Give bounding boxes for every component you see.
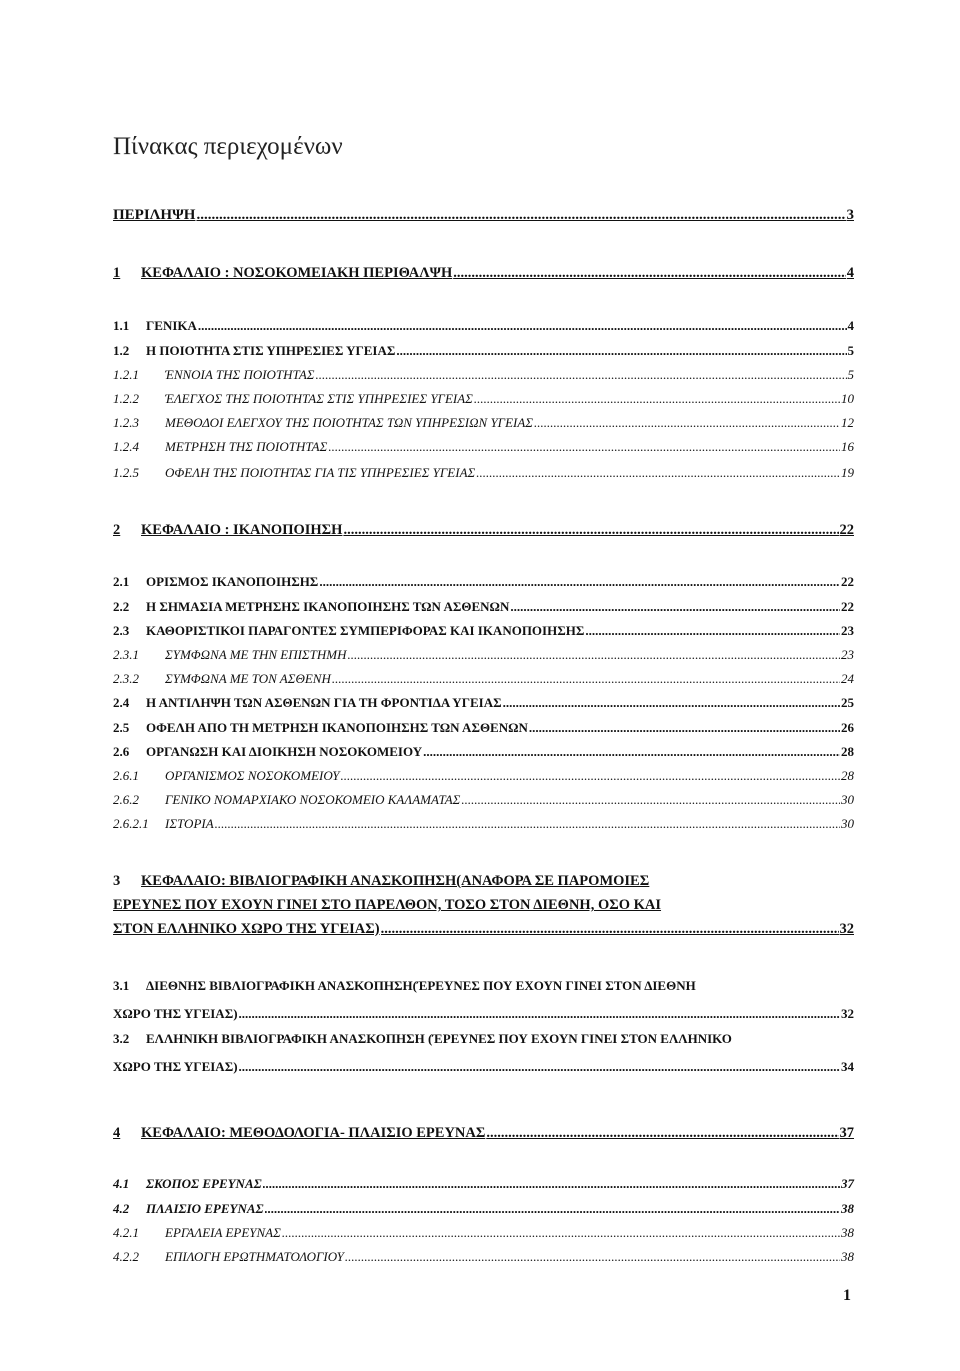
- toc-entry-label: ΜΕΘΟΔΟΙ ΕΛΕΓΧΟΥ ΤΗΣ ΠΟΙΟΤΗΤΑΣ ΤΩΝ ΥΠΗΡΕΣΙΩΝ ΥΓΕΙΑΣ: [165, 415, 534, 430]
- dot-leader: [196, 207, 845, 224]
- toc-entry-page: 19: [841, 465, 854, 480]
- dot-leader: [396, 343, 846, 359]
- dot-leader: [381, 917, 839, 941]
- toc-entry-label: ΓΕΝΙΚΟ ΝΟΜΑΡΧΙΑΚΟ ΝΟΣΟΚΟΜΕΙΟ ΚΑΛΑΜΑΤΑΣ: [165, 792, 461, 807]
- toc-entry-4-2[interactable]: [113, 1201, 854, 1217]
- toc-entry-number: 4.2: [113, 1201, 130, 1216]
- toc-entry-label: ΟΦΕΛΗ ΑΠΟ ΤΗ ΜΕΤΡΗΣΗ ΙΚΑΝΟΠΟΙΗΣΗΣ ΤΩΝ ΑΣΘΕΝΩΝ: [146, 720, 528, 735]
- dot-leader: [453, 265, 845, 282]
- toc-entry-1-2-2[interactable]: [113, 391, 854, 407]
- dot-leader: [348, 647, 841, 663]
- toc-entry-1-2-3[interactable]: [113, 415, 854, 431]
- toc-entry-2-3[interactable]: [113, 623, 854, 639]
- dot-leader: [328, 439, 840, 455]
- toc-entry-page: 38: [841, 1225, 854, 1240]
- toc-entry-label-line-2: ΧΩΡΟ ΤΗΣ ΥΓΕΙΑΣ): [113, 1006, 238, 1021]
- toc-entry-label: ΙΣΤΟΡΙΑ: [165, 816, 214, 831]
- toc-entry-number: 3.2: [113, 1031, 130, 1046]
- toc-entry-4-2-2[interactable]: [113, 1249, 854, 1265]
- toc-entry-label: ΕΡΓΑΛΕΙΑ ΕΡΕΥΝΑΣ: [165, 1225, 281, 1240]
- toc-entry-2-6[interactable]: [113, 744, 854, 760]
- toc-entry-number: 2.2: [113, 599, 130, 614]
- toc-entry-label: Η ΑΝΤΙΛΗΨΗ ΤΩΝ ΑΣΘΕΝΩΝ ΓΙΑ ΤΗ ΦΡΟΝΤΙΔΑ ΥΓΕΙΑΣ: [146, 695, 502, 710]
- toc-entry-page: 38: [841, 1249, 854, 1264]
- toc-entry-chapter-2[interactable]: [113, 522, 854, 539]
- toc-entry-page: 22: [841, 574, 854, 589]
- dot-leader: [486, 1125, 838, 1142]
- toc-entry-3-2[interactable]: [113, 1025, 854, 1081]
- toc-entry-page: 22: [841, 599, 854, 614]
- dot-leader: [534, 415, 840, 431]
- toc-entry-2-5[interactable]: [113, 720, 854, 736]
- dot-leader: [343, 522, 838, 539]
- page-number: 1: [843, 1287, 851, 1304]
- toc-entry-label: ΈΝΝΟΙΑ ΤΗΣ ΠΟΙΟΤΗΤΑΣ: [165, 367, 315, 382]
- dot-leader: [319, 574, 840, 590]
- toc-entry-number: 1.2.3: [113, 415, 139, 430]
- toc-entry-label: ΟΡΓΑΝΩΣΗ ΚΑΙ ΔΙΟΙΚΗΣΗ ΝΟΣΟΚΟΜΕΙΟΥ: [146, 744, 423, 759]
- toc-entry-label: ΚΕΦΑΛΑΙΟ : ΝΟΣΟΚΟΜΕΙΑΚΗ ΠΕΡΙΘΑΛΨΗ: [141, 265, 453, 281]
- toc-entry-label: ΠΛΑΙΣΙΟ ΕΡΕΥΝΑΣ: [146, 1201, 264, 1216]
- toc-entry-label: ΚΕΦΑΛΑΙΟ : ΙΚΑΝΟΠΟΙΗΣΗ: [141, 522, 343, 538]
- dot-leader: [529, 720, 840, 736]
- toc-entry-page: 4: [846, 265, 854, 281]
- toc-entry-1-2[interactable]: [113, 343, 854, 359]
- toc-entry-2-3-1[interactable]: [113, 647, 854, 663]
- toc-entry-page: 3: [846, 207, 854, 223]
- toc-entry-chapter-4[interactable]: [113, 1125, 854, 1142]
- toc-entry-2-6-2[interactable]: [113, 792, 854, 808]
- toc-entry-chapter-1[interactable]: [113, 265, 854, 282]
- toc-entry-label-line-3: ΣΤΟΝ ΕΛΛΗΝΙΚΟ ΧΩΡΟ ΤΗΣ ΥΓΕΙΑΣ): [113, 921, 380, 937]
- toc-entry-number: 3.1: [113, 978, 130, 993]
- toc-entry-label: ΟΡΓΑΝΙΣΜΟΣ ΝΟΣΟΚΟΜΕΙΟΥ: [165, 768, 340, 783]
- toc-entry-number: 1.2: [113, 343, 130, 358]
- toc-entry-number: 2.6.2.1: [113, 816, 149, 831]
- dot-leader: [282, 1225, 840, 1241]
- toc-entry-label: ΕΠΙΛΟΓΗ ΕΡΩΤΗΜΑΤΟΛΟΓΙΟΥ: [165, 1249, 344, 1264]
- dot-leader: [461, 792, 840, 808]
- toc-entry-number: 2.3.2: [113, 671, 139, 686]
- toc-entry-number: 2.6: [113, 744, 130, 759]
- dot-leader: [215, 816, 840, 832]
- toc-entry-page: 23: [841, 623, 854, 638]
- dot-leader: [585, 623, 840, 639]
- toc-entry-number: 2.6.2: [113, 792, 139, 807]
- toc-entry-1-2-1[interactable]: [113, 367, 854, 383]
- toc-entry-page: 25: [841, 695, 854, 710]
- toc-entry-2-6-2-1[interactable]: [113, 816, 854, 832]
- toc-entry-page: 30: [841, 792, 854, 807]
- toc-entry-label: ΈΛΕΓΧΟΣ ΤΗΣ ΠΟΙΟΤΗΤΑΣ ΣΤΙΣ ΥΠΗΡΕΣΙΕΣ ΥΓΕΙΑΣ: [165, 391, 473, 406]
- toc-entry-label: Η ΠΟΙΟΤΗΤΑ ΣΤΙΣ ΥΠΗΡΕΣΙΕΣ ΥΓΕΙΑΣ: [146, 343, 396, 358]
- toc-entry-page: 37: [841, 1176, 854, 1191]
- toc-entry-number: 1: [113, 265, 121, 281]
- toc-entry-label: ΣΥΜΦΩΝΑ ΜΕ ΤΗΝ ΕΠΙΣΤΗΜΗ: [165, 647, 347, 662]
- toc-entry-4-2-1[interactable]: [113, 1225, 854, 1241]
- toc-entry-page: 5: [847, 367, 854, 382]
- toc-entry-page: 26: [841, 720, 854, 735]
- toc-entry-page: 34: [841, 1059, 854, 1074]
- toc-entry-page: 24: [841, 671, 854, 686]
- toc-entry-number: 4.1: [113, 1176, 130, 1191]
- toc-entry-label: ΠΕΡΙΛΗΨΗ: [113, 207, 196, 223]
- toc-entry-number: 1.2.1: [113, 367, 139, 382]
- toc-entry-page: 38: [841, 1201, 854, 1216]
- dot-leader: [340, 768, 840, 784]
- toc-entry-label-line-2: ΕΡΕΥΝΕΣ ΠΟΥ ΕΧΟΥΝ ΓΙΝΕΙ ΣΤΟ ΠΑΡΕΛΘΟΝ, ΤΟΣΟ ΣΤΟΝ ΔΙΕΘΝΗ, ΟΣΟ ΚΑΙ: [113, 897, 662, 913]
- toc-entry-2-4[interactable]: [113, 695, 854, 711]
- dot-leader: [332, 671, 840, 687]
- toc-entry-page: 16: [841, 439, 854, 454]
- toc-entry-label: ΟΡΙΣΜΟΣ ΙΚΑΝΟΠΟΙΗΣΗΣ: [146, 574, 319, 589]
- toc-entry-label: ΓΕΝΙΚΑ: [146, 318, 197, 333]
- toc-entry-number: 2.5: [113, 720, 130, 735]
- toc-entry-number: 2: [113, 522, 121, 538]
- toc-entry-summary[interactable]: [113, 207, 854, 224]
- toc-entry-2-2[interactable]: [113, 599, 854, 615]
- toc-entry-label: ΚΑΘΟΡΙΣΤΙΚΟΙ ΠΑΡΑΓΟΝΤΕΣ ΣΥΜΠΕΡΙΦΟΡΑΣ ΚΑΙ ΙΚΑΝΟΠΟΙΗΣΗΣ: [146, 623, 585, 638]
- toc-entry-number: 1.2.4: [113, 439, 139, 454]
- toc-entry-label-line-1: ΚΕΦΑΛΑΙΟ: ΒΙΒΛΙΟΓΡΑΦΙΚΗ ΑΝΑΣΚΟΠΗΣΗ(ΑΝΑΦΟΡΑ ΣΕ ΠΑΡΟΜΟΙΕΣ: [141, 873, 650, 889]
- toc-entry-number: 2.3: [113, 623, 130, 638]
- toc-entry-page: 4: [847, 318, 854, 333]
- toc-entry-number: 2.6.1: [113, 768, 139, 783]
- dot-leader: [315, 367, 846, 383]
- dot-leader: [239, 1000, 840, 1028]
- toc-entry-label: Η ΣΗΜΑΣΙΑ ΜΕΤΡΗΣΗΣ ΙΚΑΝΟΠΟΙΗΣΗΣ ΤΩΝ ΑΣΘΕΝΩΝ: [146, 599, 510, 614]
- toc-entry-3-1[interactable]: [113, 972, 854, 1028]
- toc-entry-chapter-3[interactable]: [113, 869, 854, 941]
- toc-entry-number: 3: [113, 873, 121, 889]
- toc-entry-1-2-5[interactable]: [113, 465, 854, 481]
- dot-leader: [265, 1201, 840, 1217]
- toc-entry-number: 2.3.1: [113, 647, 139, 662]
- toc-entry-page: 30: [841, 816, 854, 831]
- toc-entry-1-1[interactable]: [113, 318, 854, 334]
- toc-entry-number: 1.1: [113, 318, 130, 333]
- toc-entry-page: 12: [841, 415, 854, 430]
- toc-entry-page: 10: [841, 391, 854, 406]
- toc-entry-number: 1.2.5: [113, 465, 139, 480]
- dot-leader: [198, 318, 847, 334]
- toc-entry-label: ΣΚΟΠΟΣ ΕΡΕΥΝΑΣ: [146, 1176, 262, 1191]
- page-title: Πίνακας περιεχομένων: [113, 133, 343, 160]
- dot-leader: [423, 744, 840, 760]
- toc-entry-page: 28: [841, 744, 854, 759]
- toc-entry-number: 4.2.2: [113, 1249, 139, 1264]
- toc-entry-1-2-4[interactable]: [113, 439, 854, 455]
- toc-entry-number: 4.2.1: [113, 1225, 139, 1240]
- toc-entry-page: 37: [839, 1125, 854, 1141]
- toc-entry-number: 2.1: [113, 574, 130, 589]
- toc-entry-page: 28: [841, 768, 854, 783]
- toc-entry-label: ΟΦΕΛΗ ΤΗΣ ΠΟΙΟΤΗΤΑΣ ΓΙΑ ΤΙΣ ΥΠΗΡΕΣΙΕΣ ΥΓΕΙΑΣ: [165, 465, 476, 480]
- toc-entry-number: 1.2.2: [113, 391, 139, 406]
- dot-leader: [503, 695, 840, 711]
- toc-entry-page: 32: [839, 921, 854, 937]
- toc-entry-2-6-1[interactable]: [113, 768, 854, 784]
- toc-entry-page: 5: [847, 343, 854, 358]
- dot-leader: [474, 391, 840, 407]
- toc-entry-label-line-2: ΧΩΡΟ ΤΗΣ ΥΓΕΙΑΣ): [113, 1059, 238, 1074]
- toc-entry-label-line-1: ΔΙΕΘΝΗΣ ΒΙΒΛΙΟΓΡΑΦΙΚΗ ΑΝΑΣΚΟΠΗΣΗ(ΈΡΕΥΝΕΣ ΠΟΥ ΕΧΟΥΝ ΓΙΝΕΙ ΣΤΟΝ ΔΙΕΘΝΗ: [146, 978, 696, 993]
- toc-entry-2-1[interactable]: [113, 574, 854, 590]
- toc-entry-label: ΚΕΦΑΛΑΙΟ: ΜΕΘΟΔΟΛΟΓΙΑ- ΠΛΑΙΣΙΟ ΕΡΕΥΝΑΣ: [141, 1125, 486, 1141]
- toc-entry-label: ΜΕΤΡΗΣΗ ΤΗΣ ΠΟΙΟΤΗΤΑΣ: [165, 439, 328, 454]
- toc-entry-page: 32: [841, 1006, 854, 1021]
- toc-entry-label: ΣΥΜΦΩΝΑ ΜΕ ΤΟΝ ΑΣΘΕΝΗ: [165, 671, 331, 686]
- toc-entry-label-line-1: ΕΛΛΗΝΙΚΗ ΒΙΒΛΙΟΓΡΑΦΙΚΗ ΑΝΑΣΚΟΠΗΣΗ (ΈΡΕΥΝΕΣ ΠΟΥ ΕΧΟΥΝ ΓΙΝΕΙ ΣΤΟΝ ΕΛΛΗΝΙΚΟ: [146, 1031, 732, 1046]
- dot-leader: [345, 1249, 840, 1265]
- toc-entry-number: 2.4: [113, 695, 130, 710]
- toc-entry-4-1[interactable]: [113, 1176, 854, 1192]
- dot-leader: [239, 1053, 840, 1081]
- dot-leader: [476, 465, 840, 481]
- toc-entry-number: 4: [113, 1125, 121, 1141]
- toc-entry-page: 22: [839, 522, 854, 538]
- dot-leader: [510, 599, 840, 615]
- toc-entry-2-3-2[interactable]: [113, 671, 854, 687]
- dot-leader: [263, 1176, 840, 1192]
- toc-entry-page: 23: [841, 647, 854, 662]
